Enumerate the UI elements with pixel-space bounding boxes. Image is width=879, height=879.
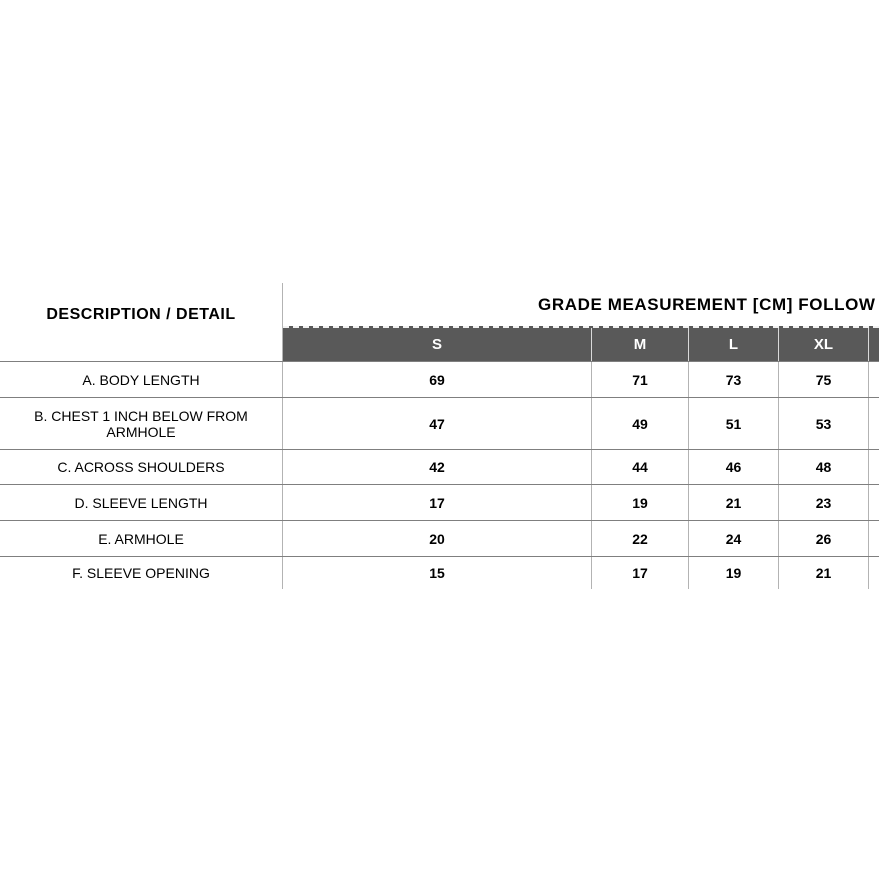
value-cell: 21: [688, 485, 778, 520]
table-row: [0, 484, 879, 520]
row-label: D. SLEEVE LENGTH: [0, 485, 283, 520]
clipped-cell: [868, 362, 879, 397]
value-cell: 19: [688, 557, 778, 589]
value-cell: 48: [778, 450, 868, 484]
value-cell: 46: [688, 450, 778, 484]
clipped-cell: [868, 521, 879, 556]
row-label: B. CHEST 1 INCH BELOW FROM ARMHOLE: [0, 398, 283, 449]
row-label: C. ACROSS SHOULDERS: [0, 450, 283, 484]
value-cell: 15: [429, 565, 445, 581]
size-header-clipped-column: [868, 328, 879, 361]
header-right-area: [283, 283, 879, 361]
value-cell: 69: [429, 371, 445, 388]
table-row: [0, 397, 879, 449]
value-cell: 17: [591, 557, 688, 589]
size-chart-table: [0, 283, 879, 589]
size-header-l: L: [688, 328, 778, 361]
value-cell: 17: [429, 494, 445, 511]
value-cell: 44: [591, 450, 688, 484]
row-label: A. BODY LENGTH: [0, 362, 283, 397]
value-cell: 73: [688, 362, 778, 397]
table-row: [0, 556, 879, 589]
grade-measurement-title: GRADE MEASUREMENT [CM] FOLLOW: [538, 294, 876, 314]
table-row: [0, 361, 879, 397]
description-header-cell: [0, 283, 283, 361]
size-header-m: M: [591, 328, 688, 361]
value-cell: 49: [591, 398, 688, 449]
clipped-cell: [868, 485, 879, 520]
size-header-band: [283, 326, 879, 361]
value-cell: 47: [429, 415, 445, 432]
value-cell: 21: [778, 557, 868, 589]
table-row: [0, 449, 879, 484]
size-header-s: S: [431, 336, 442, 353]
value-cell: 75: [778, 362, 868, 397]
clipped-cell: [868, 450, 879, 484]
value-cell: 23: [778, 485, 868, 520]
value-cell: 24: [688, 521, 778, 556]
clipped-cell: [868, 398, 879, 449]
table-header-row: [0, 283, 879, 361]
row-label: F. SLEEVE OPENING: [0, 557, 283, 589]
size-header-xl: XL: [778, 328, 868, 361]
clipped-cell: [868, 557, 879, 589]
value-cell: 20: [429, 530, 445, 547]
value-cell: 22: [591, 521, 688, 556]
table-row: [0, 520, 879, 556]
value-cell: 71: [591, 362, 688, 397]
value-cell: 51: [688, 398, 778, 449]
value-cell: 19: [591, 485, 688, 520]
row-label: E. ARMHOLE: [0, 521, 283, 556]
value-cell: 42: [429, 459, 445, 475]
description-header-label: DESCRIPTION / DETAIL: [46, 306, 236, 323]
value-cell: 53: [778, 398, 868, 449]
value-cell: 26: [778, 521, 868, 556]
